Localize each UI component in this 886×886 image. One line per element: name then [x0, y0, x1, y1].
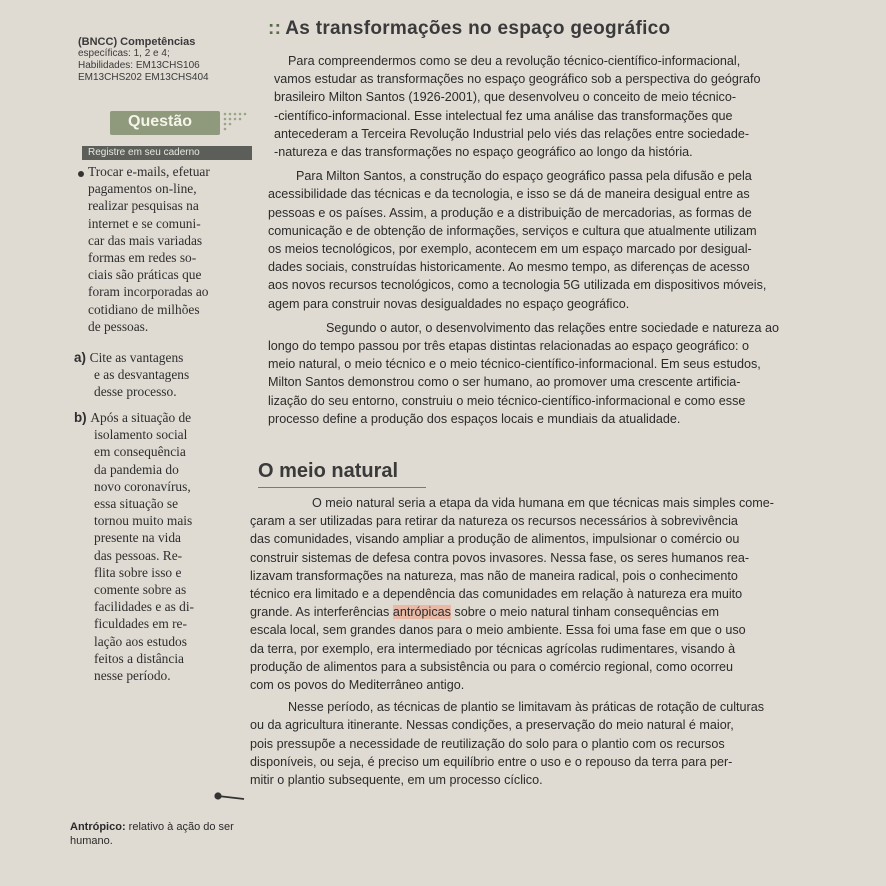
text-line: tornou muito mais	[94, 513, 193, 529]
text-line: antecederam a Terceira Revolução Industrial pelo viés das relações entre sociedade-	[274, 126, 750, 141]
question-intro	[88, 163, 253, 335]
text-line: da pandemia do	[94, 461, 179, 477]
text-line: acessibilidade das técnicas e da tecnologia, e isso se dá de maneira desigual entre as	[268, 187, 750, 202]
text-line: çaram a ser utilizadas para retirar da natureza os recursos necessários à sobrevivência	[250, 514, 738, 529]
main-text-block	[256, 52, 882, 428]
text-line: construir sistemas de defesa contra povos invasores. Nessa fase, os seres humanos rea-	[250, 550, 750, 565]
paragraph-three-stages	[256, 319, 882, 428]
text-line: ciais são práticas que	[88, 267, 202, 283]
text-line: com os povos do Mediterrâneo antigo.	[250, 678, 465, 693]
glossary-definition-cont: humano.	[70, 835, 113, 847]
competencias-line: específicas: 1, 2 e 4;	[78, 48, 170, 59]
text-line: os meios tecnológicos, por exemplo, acontecem em um espaço marcado por desigual-	[268, 242, 752, 257]
text-line: dades sociais, construídas historicamente. Ao mesmo tempo, as diferenças de acesso	[268, 260, 750, 275]
text-line: Milton Santos demonstrou como o ser humano, ao promover uma crescente artificia-	[268, 375, 741, 390]
text-line: comente sobre as	[94, 582, 187, 598]
text-line: e as desvantagens	[94, 367, 190, 383]
text-line: das pessoas. Re-	[94, 547, 183, 563]
dots-pattern-icon	[222, 110, 252, 134]
page-title	[268, 18, 670, 40]
text-line: -científico-informacional. Esse intelectual fez uma análise das transformações que	[274, 108, 733, 123]
text-line: nesse período.	[94, 668, 171, 684]
text-line: processo define a produção dos espaços locais e mundiais da atualidade.	[268, 411, 681, 426]
text-line: disponíveis, ou seja, é preciso um equilíbrio entre o uso e o repouso da terra para per-	[250, 754, 733, 769]
text-line: pagamentos on-line,	[88, 181, 197, 197]
glossary-note	[70, 820, 250, 848]
text-line: Para Milton Santos, a construção do espaço geográfico passa pela difusão e pela	[296, 169, 752, 184]
text-line: Trocar e-mails, efetuar	[88, 164, 210, 179]
paragraph-meio-natural	[250, 494, 882, 694]
text-line: cotidiano de milhões	[88, 301, 200, 317]
text-line: produção de alimentos para a subsistência ou para o comércio regional, como ocorreu	[250, 659, 734, 674]
text-line: ficuldades em re-	[94, 616, 187, 632]
text-line: Nesse período, as técnicas de plantio se limitavam às práticas de rotação de culturas	[288, 700, 765, 715]
text-line: novo coronavírus,	[94, 478, 191, 494]
text-line: facilidades e as di-	[94, 599, 195, 615]
paragraph-plantio	[250, 698, 882, 789]
text-line: pessoas e os países. Assim, a produção e a distribuição de mercadorias, as formas de	[268, 205, 752, 220]
text-line: meio natural, o meio técnico e o meio técnico-científico-informacional. Em seus estudos,	[268, 357, 761, 372]
text-line: Para compreendermos como se deu a revolução técnico-científico-informacional,	[288, 54, 741, 68]
question-b	[74, 409, 253, 684]
registre-label: Registre em seu caderno	[82, 146, 252, 160]
highlight-antropicas: antrópicas	[392, 605, 451, 620]
habilidades-line: EM13CHS202 EM13CHS404	[78, 72, 209, 83]
text-line: em consequência	[94, 444, 186, 460]
text-line: agem para construir novas desigualdades no espaço geográfico.	[268, 296, 630, 311]
text-line: feitos a distância	[94, 650, 184, 666]
text-line: brasileiro Milton Santos (1926-2001), que desenvolveu o conceito de meio técnico-	[274, 90, 737, 105]
bullet-icon	[78, 171, 84, 177]
section-text-block	[250, 494, 882, 789]
glossary-pointer-icon	[212, 790, 246, 804]
text-line: foram incorporadas ao	[88, 284, 209, 300]
text-line: essa situação se	[94, 496, 179, 512]
text-line: internet e se comuni-	[88, 215, 201, 231]
text-line: lizavam transformações na natureza, mas não de maneira radical, pois o conhecimento	[250, 568, 738, 583]
text-line	[74, 409, 253, 426]
text-line: da terra, por exemplo, era intermediado por técnicas agrícolas rudimentares, visando à	[250, 641, 736, 656]
competencias-head: (BNCC) Competências	[78, 36, 196, 48]
title-text: As transformações no espaço geográfico	[285, 18, 671, 39]
text-line	[74, 349, 253, 366]
text-line: comunicação e de obtenção de informações, serviços e cultura que atualmente utilizam	[268, 223, 757, 238]
question-line: Após a situação de	[90, 410, 192, 425]
text-line: Segundo o autor, o desenvolvimento das relações entre sociedade e natureza ao	[326, 320, 779, 335]
text-line: presente na vida	[94, 530, 181, 546]
text-line: ou da agricultura itinerante. Nessas condições, a preservação do meio natural é maior,	[250, 718, 734, 733]
question-letter: a)	[74, 350, 90, 365]
habilidades-line: Habilidades: EM13CHS106	[78, 60, 200, 71]
text-line: desse processo.	[94, 384, 177, 400]
questao-label: Questão	[128, 113, 193, 130]
glossary-definition: relativo à ação do ser	[125, 821, 234, 833]
text-line: isolamento social	[94, 427, 188, 443]
text-line: lação aos estudos	[94, 633, 187, 649]
text-line: mitir o plantio subsequente, em um processo cíclico.	[250, 773, 543, 788]
paragraph-intro	[256, 52, 882, 161]
text-line: longo do tempo passou por três etapas distintas relacionadas ao espaço geográfico: o	[268, 339, 749, 354]
glossary-term: Antrópico:	[70, 821, 126, 833]
text-line: O meio natural seria a etapa da vida humana em que técnicas mais simples come-	[312, 496, 774, 510]
section-divider	[258, 487, 426, 488]
text-line: vamos estudar as transformações no espaço geográfico sob a perspectiva do geógrafo	[274, 72, 761, 87]
question-a	[74, 349, 253, 401]
text-line: realizar pesquisas na	[88, 198, 199, 214]
text-line: pois pressupõe a necessidade de reutilização do solo para o plantio com os recursos	[250, 736, 725, 751]
paragraph-milton-santos	[256, 167, 882, 313]
text-line: aos novos recursos tecnológicos, como a tecnologia 5G utilizada em dispositivos móveis,	[268, 278, 767, 293]
text-line: formas em redes so-	[88, 250, 197, 266]
section-heading: O meio natural	[258, 460, 399, 482]
text-line: -natureza e das transformações no espaço geográfico ao longo da história.	[274, 145, 693, 160]
text-line: lização do seu entorno, construiu o meio técnico-científico-informacional e como esse	[268, 393, 746, 408]
text-line: flita sobre isso e	[94, 564, 182, 580]
text-line: das comunidades, visando ampliar a produção de alimentos, impulsionar o comércio ou	[250, 532, 740, 547]
text-line: de pessoas.	[88, 318, 149, 334]
text-line: grande. As interferências antrópicas sobre o meio natural tinham consequências em	[250, 605, 720, 620]
question-letter: b)	[74, 410, 91, 425]
competencias-box	[78, 36, 250, 84]
text-line: escala local, sem grandes danos para o meio ambiente. Essa foi uma fase em que o uso	[250, 623, 746, 638]
question-line: Cite as vantagens	[89, 350, 184, 365]
text-line: técnico era limitado e a dependência das comunidades em relação à natureza era muito	[250, 587, 743, 602]
title-prefix: ::	[268, 18, 282, 39]
text-line: car das mais variadas	[88, 232, 203, 248]
